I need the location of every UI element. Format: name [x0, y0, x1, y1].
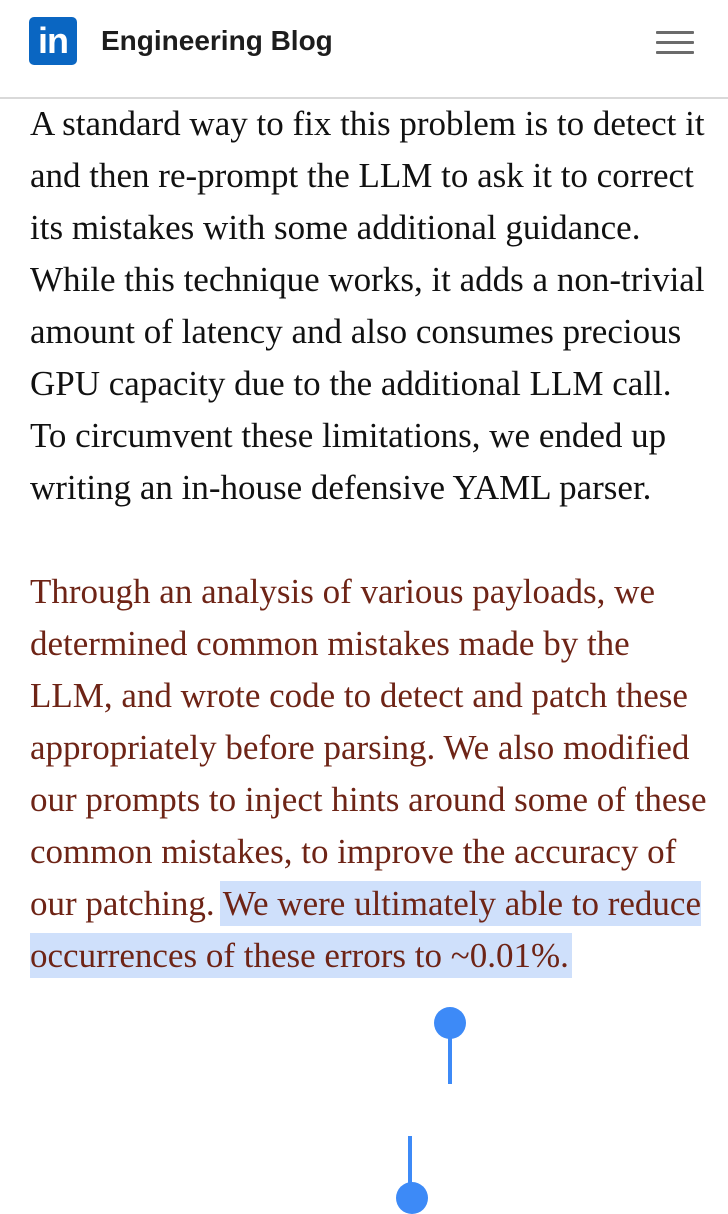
- site-header: [0, 0, 728, 99]
- paragraph-analysis-text: Through an analysis of various payloads, we determined common mistakes made by the LLM, and wrote code to detect and patch these appropriately before parsing. We also modified our prompts to inject hints around some of these common mistakes, to improve the accuracy of our patching.: [30, 572, 707, 923]
- menu-bar-bottom: [656, 51, 694, 54]
- site-title[interactable]: Engineering Blog: [101, 25, 333, 56]
- article-body: [30, 98, 710, 982]
- menu-bar-top: [656, 31, 694, 34]
- linkedin-logo-icon[interactable]: in: [29, 17, 77, 65]
- hamburger-menu-icon[interactable]: [653, 28, 697, 58]
- paragraph-standard-fix: A standard way to fix this problem is to detect it and then re-prompt the LLM to ask it to correct its mistakes with some additional guidance. While this technique works, it adds a non-trivial amount of latency and also consumes precious GPU capacity due to the additional LLM call. To circumvent these limitations, we ended up writing an in-house defensive YAML parser.: [30, 104, 705, 507]
- selection-end-caret: [408, 1136, 412, 1186]
- selection-start-handle[interactable]: [434, 1007, 466, 1039]
- selected-text[interactable]: We were ultimately able to reduce occurrences of these errors to ~0.01%.: [30, 884, 702, 975]
- menu-bar-middle: [656, 41, 694, 44]
- paragraph-analysis: [30, 566, 710, 982]
- selection-start-caret: [448, 1036, 452, 1084]
- selection-end-handle[interactable]: [396, 1182, 428, 1214]
